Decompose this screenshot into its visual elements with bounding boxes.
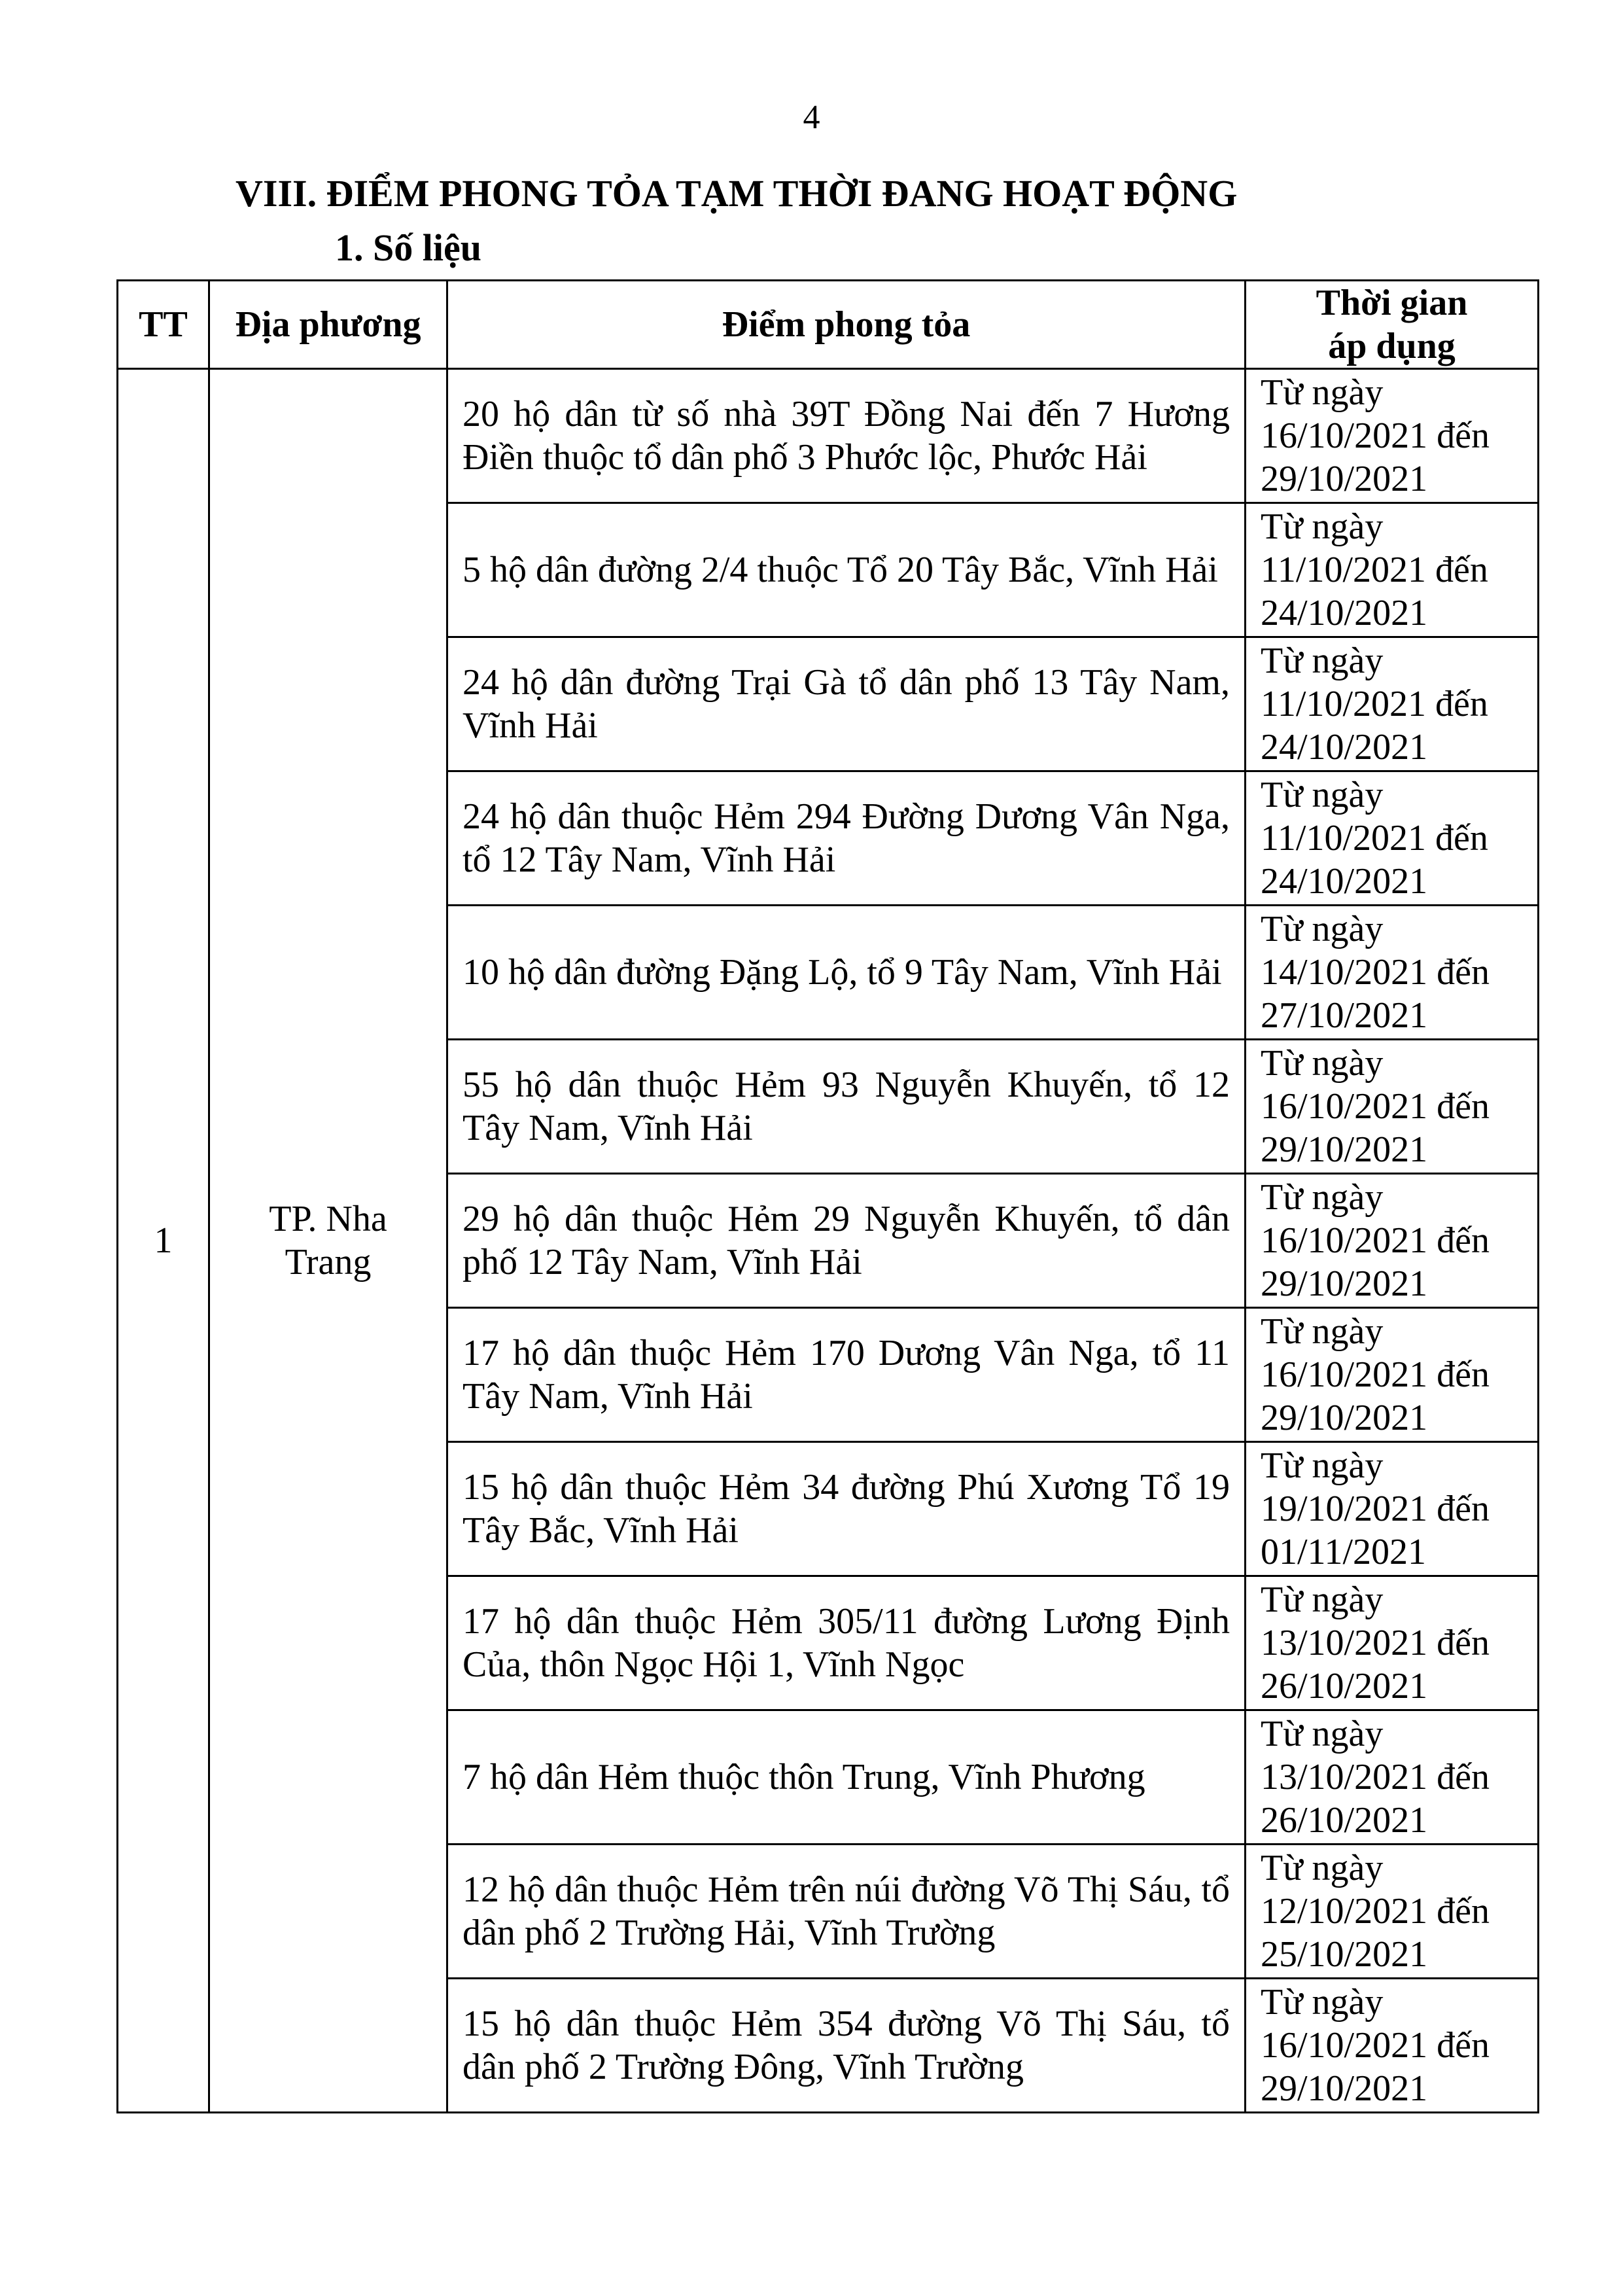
cell-thoi-gian: [1246, 1174, 1539, 1308]
cell-thoi-gian: [1246, 1979, 1539, 2113]
time-from-label: Từ ngày: [1261, 1043, 1384, 1084]
cell-thoi-gian: [1246, 906, 1539, 1040]
time-to: 01/11/2021: [1261, 1532, 1427, 1572]
cell-diem-phong-toa: 29 hộ dân thuộc Hẻm 29 Nguyễn Khuyến, tổ dân phố 12 Tây Nam, Vĩnh Hải: [447, 1174, 1246, 1308]
header-thoi-gian: [1246, 281, 1539, 369]
time-from-label: Từ ngày: [1261, 1848, 1384, 1888]
table-row: [118, 369, 1539, 503]
cell-thoi-gian: [1246, 1442, 1539, 1576]
time-from-label: Từ ngày: [1261, 1580, 1384, 1620]
time-to: 24/10/2021: [1261, 593, 1428, 633]
time-from: 11/10/2021 đến: [1261, 684, 1488, 724]
time-from: 14/10/2021 đến: [1261, 952, 1490, 993]
header-diem-phong-toa: Điểm phong tỏa: [447, 281, 1246, 369]
time-from-label: Từ ngày: [1261, 1714, 1384, 1754]
header-thoi-gian-line2: áp dụng: [1328, 326, 1456, 366]
time-from-label: Từ ngày: [1261, 1982, 1384, 2022]
cell-thoi-gian: [1246, 1576, 1539, 1710]
time-from: 16/10/2021 đến: [1261, 415, 1490, 456]
cell-thoi-gian: [1246, 1845, 1539, 1979]
time-to: 24/10/2021: [1261, 861, 1428, 902]
time-from-label: Từ ngày: [1261, 372, 1384, 413]
page-number: 4: [803, 99, 820, 136]
header-tt: TT: [118, 281, 209, 369]
table-header-row: [118, 281, 1539, 369]
time-from: 11/10/2021 đến: [1261, 818, 1488, 858]
cell-thoi-gian: [1246, 1710, 1539, 1845]
subsection-heading: 1. Số liệu: [335, 226, 481, 269]
cell-diem-phong-toa: 17 hộ dân thuộc Hẻm 305/11 đường Lương Định Của, thôn Ngọc Hội 1, Vĩnh Ngọc: [447, 1576, 1246, 1710]
cell-thoi-gian: [1246, 1040, 1539, 1174]
cell-thoi-gian: [1246, 1308, 1539, 1442]
time-from-label: Từ ngày: [1261, 775, 1384, 815]
time-from: 11/10/2021 đến: [1261, 550, 1488, 590]
header-dia-phuong: Địa phương: [209, 281, 447, 369]
time-from: 19/10/2021 đến: [1261, 1489, 1490, 1529]
time-from: 13/10/2021 đến: [1261, 1757, 1490, 1797]
time-to: 29/10/2021: [1261, 1398, 1428, 1438]
time-from-label: Từ ngày: [1261, 1311, 1384, 1352]
cell-diem-phong-toa: 15 hộ dân thuộc Hẻm 34 đường Phú Xương Tổ 19 Tây Bắc, Vĩnh Hải: [447, 1442, 1246, 1576]
time-to: 24/10/2021: [1261, 727, 1428, 768]
cell-diem-phong-toa: 7 hộ dân Hẻm thuộc thôn Trung, Vĩnh Phương: [447, 1710, 1246, 1845]
cell-diem-phong-toa: 15 hộ dân thuộc Hẻm 354 đường Võ Thị Sáu, tổ dân phố 2 Trường Đông, Vĩnh Trường: [447, 1979, 1246, 2113]
time-from-label: Từ ngày: [1261, 641, 1384, 681]
dia-phuong-line1: TP. Nha: [269, 1199, 387, 1239]
cell-diem-phong-toa: 10 hộ dân đường Đặng Lộ, tổ 9 Tây Nam, Vĩnh Hải: [447, 906, 1246, 1040]
cell-diem-phong-toa: 5 hộ dân đường 2/4 thuộc Tổ 20 Tây Bắc, Vĩnh Hải: [447, 503, 1246, 637]
time-from: 16/10/2021 đến: [1261, 1086, 1490, 1127]
time-to: 25/10/2021: [1261, 1934, 1428, 1975]
time-from-label: Từ ngày: [1261, 909, 1384, 949]
cell-dia-phuong: [209, 369, 447, 2113]
cell-tt: 1: [118, 369, 209, 2113]
time-to: 27/10/2021: [1261, 995, 1428, 1036]
time-to: 29/10/2021: [1261, 459, 1428, 499]
time-from: 16/10/2021 đến: [1261, 1354, 1490, 1395]
cell-diem-phong-toa: 24 hộ dân thuộc Hẻm 294 Đường Dương Vân Nga, tổ 12 Tây Nam, Vĩnh Hải: [447, 771, 1246, 906]
cell-diem-phong-toa: 24 hộ dân đường Trại Gà tổ dân phố 13 Tây Nam, Vĩnh Hải: [447, 637, 1246, 771]
time-from: 16/10/2021 đến: [1261, 2025, 1490, 2066]
cell-diem-phong-toa: 17 hộ dân thuộc Hẻm 170 Dương Vân Nga, tổ 11 Tây Nam, Vĩnh Hải: [447, 1308, 1246, 1442]
time-to: 29/10/2021: [1261, 1129, 1428, 1170]
time-from: 13/10/2021 đến: [1261, 1623, 1490, 1663]
cell-diem-phong-toa: 20 hộ dân từ số nhà 39T Đồng Nai đến 7 Hương Điền thuộc tổ dân phố 3 Phước lộc, Phước Hải: [447, 369, 1246, 503]
lockdown-points-table: [116, 279, 1539, 2113]
cell-thoi-gian: [1246, 637, 1539, 771]
cell-diem-phong-toa: 55 hộ dân thuộc Hẻm 93 Nguyễn Khuyến, tổ 12 Tây Nam, Vĩnh Hải: [447, 1040, 1246, 1174]
header-thoi-gian-line1: Thời gian: [1316, 283, 1468, 323]
time-to: 29/10/2021: [1261, 2068, 1428, 2109]
time-from: 12/10/2021 đến: [1261, 1891, 1490, 1932]
time-to: 26/10/2021: [1261, 1800, 1428, 1841]
time-from-label: Từ ngày: [1261, 1177, 1384, 1218]
cell-thoi-gian: [1246, 503, 1539, 637]
time-to: 29/10/2021: [1261, 1263, 1428, 1304]
dia-phuong-line2: Trang: [285, 1242, 372, 1282]
time-from-label: Từ ngày: [1261, 506, 1384, 547]
time-to: 26/10/2021: [1261, 1666, 1428, 1706]
cell-thoi-gian: [1246, 369, 1539, 503]
section-heading: VIII. ĐIỂM PHONG TỎA TẠM THỜI ĐANG HOẠT ĐỘNG: [236, 172, 1238, 215]
time-from: 16/10/2021 đến: [1261, 1220, 1490, 1261]
time-from-label: Từ ngày: [1261, 1445, 1384, 1486]
cell-thoi-gian: [1246, 771, 1539, 906]
cell-diem-phong-toa: 12 hộ dân thuộc Hẻm trên núi đường Võ Thị Sáu, tổ dân phố 2 Trường Hải, Vĩnh Trường: [447, 1845, 1246, 1979]
